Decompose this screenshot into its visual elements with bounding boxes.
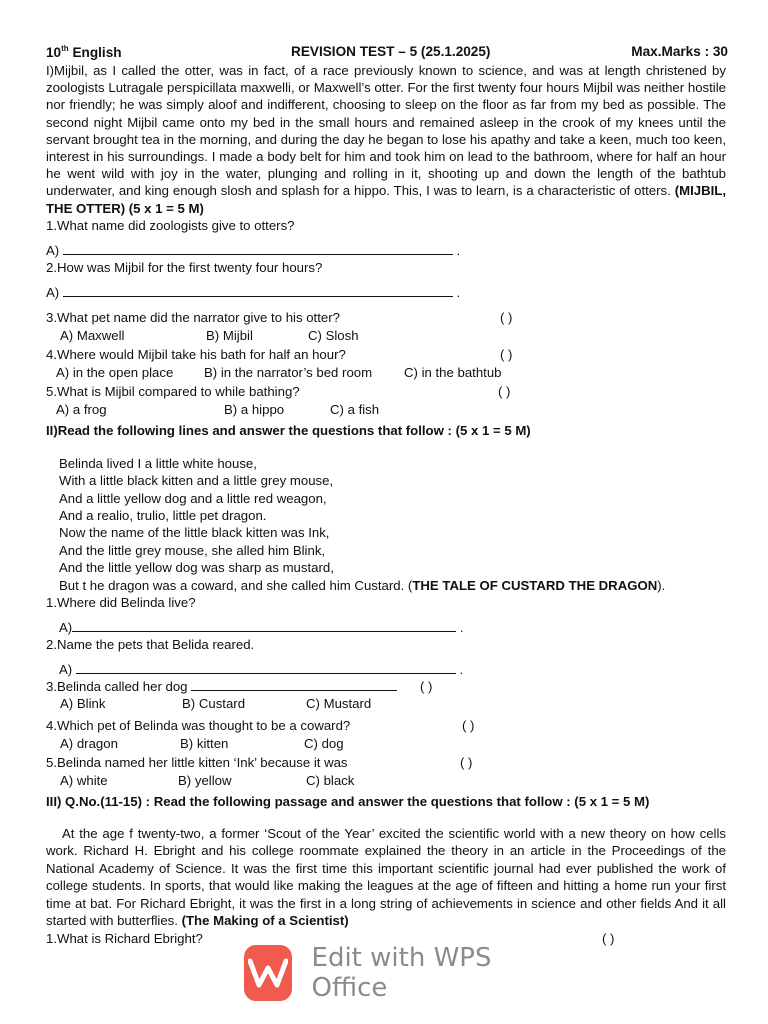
test-title: REVISION TEST – 5 (25.1.2025) <box>291 44 491 59</box>
options-2-5 <box>46 771 726 791</box>
question-2-5: 5.Belinda named her little kitten ‘Ink’ because it was ( ) <box>46 755 473 771</box>
question-2-4: 4.Which pet of Belinda was thought to be a coward? ( ) <box>46 718 475 734</box>
section-3-heading: III) Q.No.(11-15) : Read the following passage and answer the questions that follow : (5 x 1 = 5 M) <box>46 794 650 810</box>
poem-line: Belinda lived I a little white house, <box>59 455 257 471</box>
option-a[interactable]: A) a frog <box>56 401 107 417</box>
max-marks: Max.Marks : 30 <box>631 44 728 59</box>
answer-bracket[interactable]: ( ) <box>602 930 615 946</box>
answer-bracket[interactable]: ( ) <box>460 755 473 771</box>
poem-line: And a little yellow dog and a little red weagon, <box>59 490 327 506</box>
option-b[interactable]: B) Custard <box>182 696 246 712</box>
passage-mijbil: I)Mijbil, as I called the otter, was in fact, of a race previously known to science, and was at length christened by zoologists Lutragale perspicillata maxwelli, or Maxwell’s otter. For the first twenty four hours Mijbil was neither hostile nor friendly; he was simply aloof and indifferent, choosing to sleep on the floor as far from my bed as possible. The second night Mijbil came onto my bed in the small hours and remained asleep in the crook of my knees until the servant brought tea in the morning, and during the day he began to lose his apathy and take a keen, much too keen, interest in his surroundings. I made a body belt for him and took him on lead to the bathroom, where for half an hour he went wild with joy in the water, plunging and rolling in it, shooting up and down the length of the bathtub underwater, and king enough slosh and splash for a hippo. This, I was to learn, is a characteristic of otters. (MIJBIL, THE OTTER) (5 x 1 = 5 M) <box>46 63 726 216</box>
answer-line-2-2[interactable]: A) . <box>59 662 464 678</box>
answer-line-2[interactable]: A) . <box>46 284 461 300</box>
option-a[interactable]: A) Blink <box>60 696 106 712</box>
exam-header <box>46 44 726 62</box>
option-a[interactable]: A) white <box>60 773 108 789</box>
options-2-4 <box>46 734 726 754</box>
question-2-3: 3.Belinda called her dog ( ) <box>46 679 433 695</box>
answer-bracket[interactable]: ( ) <box>462 718 475 734</box>
option-b[interactable]: B) a hippo <box>224 401 285 417</box>
question-3: 3.What pet name did the narrator give to his otter? ( ) <box>46 309 513 325</box>
options-3 <box>46 326 726 346</box>
option-a[interactable]: A) dragon <box>60 736 118 752</box>
passage-ebright: At the age f twenty-two, a former ‘Scout of the Year’ excited the scientific world with a new theory on how cells work. Richard H. Ebright and his college roommate explained the theory in an article in the Proceedings of the National Academy of Science. It was the first time this important scientific journal had ever published the work of college students. In sports, that would like making the leagues at the age of fifteen and hitting a home run your first time at bat. For Richard Ebright, it was the first in a long string of achievements in science and other fields And it all started with butterflies. (The Making of a Scientist) <box>46 826 726 929</box>
answer-bracket[interactable]: ( ) <box>500 309 513 325</box>
option-b[interactable]: B) in the narrator’s bed room <box>204 364 373 380</box>
section-2-heading: II)Read the following lines and answer the questions that follow : (5 x 1 = 5 M) <box>46 422 531 438</box>
class-label: 10th English <box>46 44 122 60</box>
wps-logo-icon <box>244 945 292 1001</box>
question-2-2: 2.Name the pets that Belida reared. <box>46 637 255 653</box>
poem-line: Now the name of the little black kitten was Ink, <box>59 525 330 541</box>
poem-line: And the little grey mouse, she alled him Blink, <box>59 542 326 558</box>
question-5: 5.What is Mijbil compared to while bathing? ( ) <box>46 383 511 399</box>
question-2: 2.How was Mijbil for the first twenty four hours? <box>46 259 323 275</box>
question-2-1: 1.Where did Belinda live? <box>46 595 196 611</box>
option-b[interactable]: B) yellow <box>178 773 232 789</box>
poem-line: But t he dragon was a coward, and she called him Custard. (THE TALE OF CUSTARD THE DRAGON). <box>59 577 666 593</box>
wps-watermark-text: Edit with WPS Office <box>311 943 492 1003</box>
poem-line: With a little black kitten and a little grey mouse, <box>59 473 334 489</box>
wps-watermark[interactable] <box>244 944 544 1002</box>
option-b[interactable]: B) Mijbil <box>206 327 253 343</box>
passage-source: (MIJBIL, THE OTTER) (5 x 1 = 5 M) <box>46 183 726 216</box>
question-3-1: 1.What is Richard Ebright? ( ) <box>46 930 615 946</box>
question-1: 1.What name did zoologists give to otters? <box>46 217 295 233</box>
option-c[interactable]: C) black <box>306 773 355 789</box>
option-b[interactable]: B) kitten <box>180 736 229 752</box>
poem-line: And a realio, trulio, little pet dragon. <box>59 508 267 524</box>
options-4 <box>46 363 726 383</box>
answer-line-2-1[interactable]: A) . <box>59 620 464 636</box>
answer-bracket[interactable]: ( ) <box>420 679 433 695</box>
poem-line: And the little yellow dog was sharp as mustard, <box>59 560 334 576</box>
option-a[interactable]: A) in the open place <box>56 364 174 380</box>
question-4: 4.Where would Mijbil take his bath for half an hour? ( ) <box>46 346 513 362</box>
answer-bracket[interactable]: ( ) <box>498 383 511 399</box>
options-5 <box>46 400 726 420</box>
answer-bracket[interactable]: ( ) <box>500 346 513 362</box>
passage-source: (The Making of a Scientist) <box>177 913 349 929</box>
option-c[interactable]: C) Slosh <box>308 327 359 343</box>
options-2-3 <box>46 695 726 713</box>
option-a[interactable]: A) Maxwell <box>60 327 125 343</box>
poem-custard <box>59 455 726 594</box>
option-c[interactable]: C) a fish <box>330 401 380 417</box>
answer-line-1[interactable]: A) . <box>46 242 461 258</box>
option-c[interactable]: C) in the bathtub <box>404 364 502 380</box>
exam-page <box>46 44 726 947</box>
option-c[interactable]: C) Mustard <box>306 696 372 712</box>
option-c[interactable]: C) dog <box>304 736 344 752</box>
poem-source: THE TALE OF CUSTARD THE DRAGON <box>412 577 658 593</box>
